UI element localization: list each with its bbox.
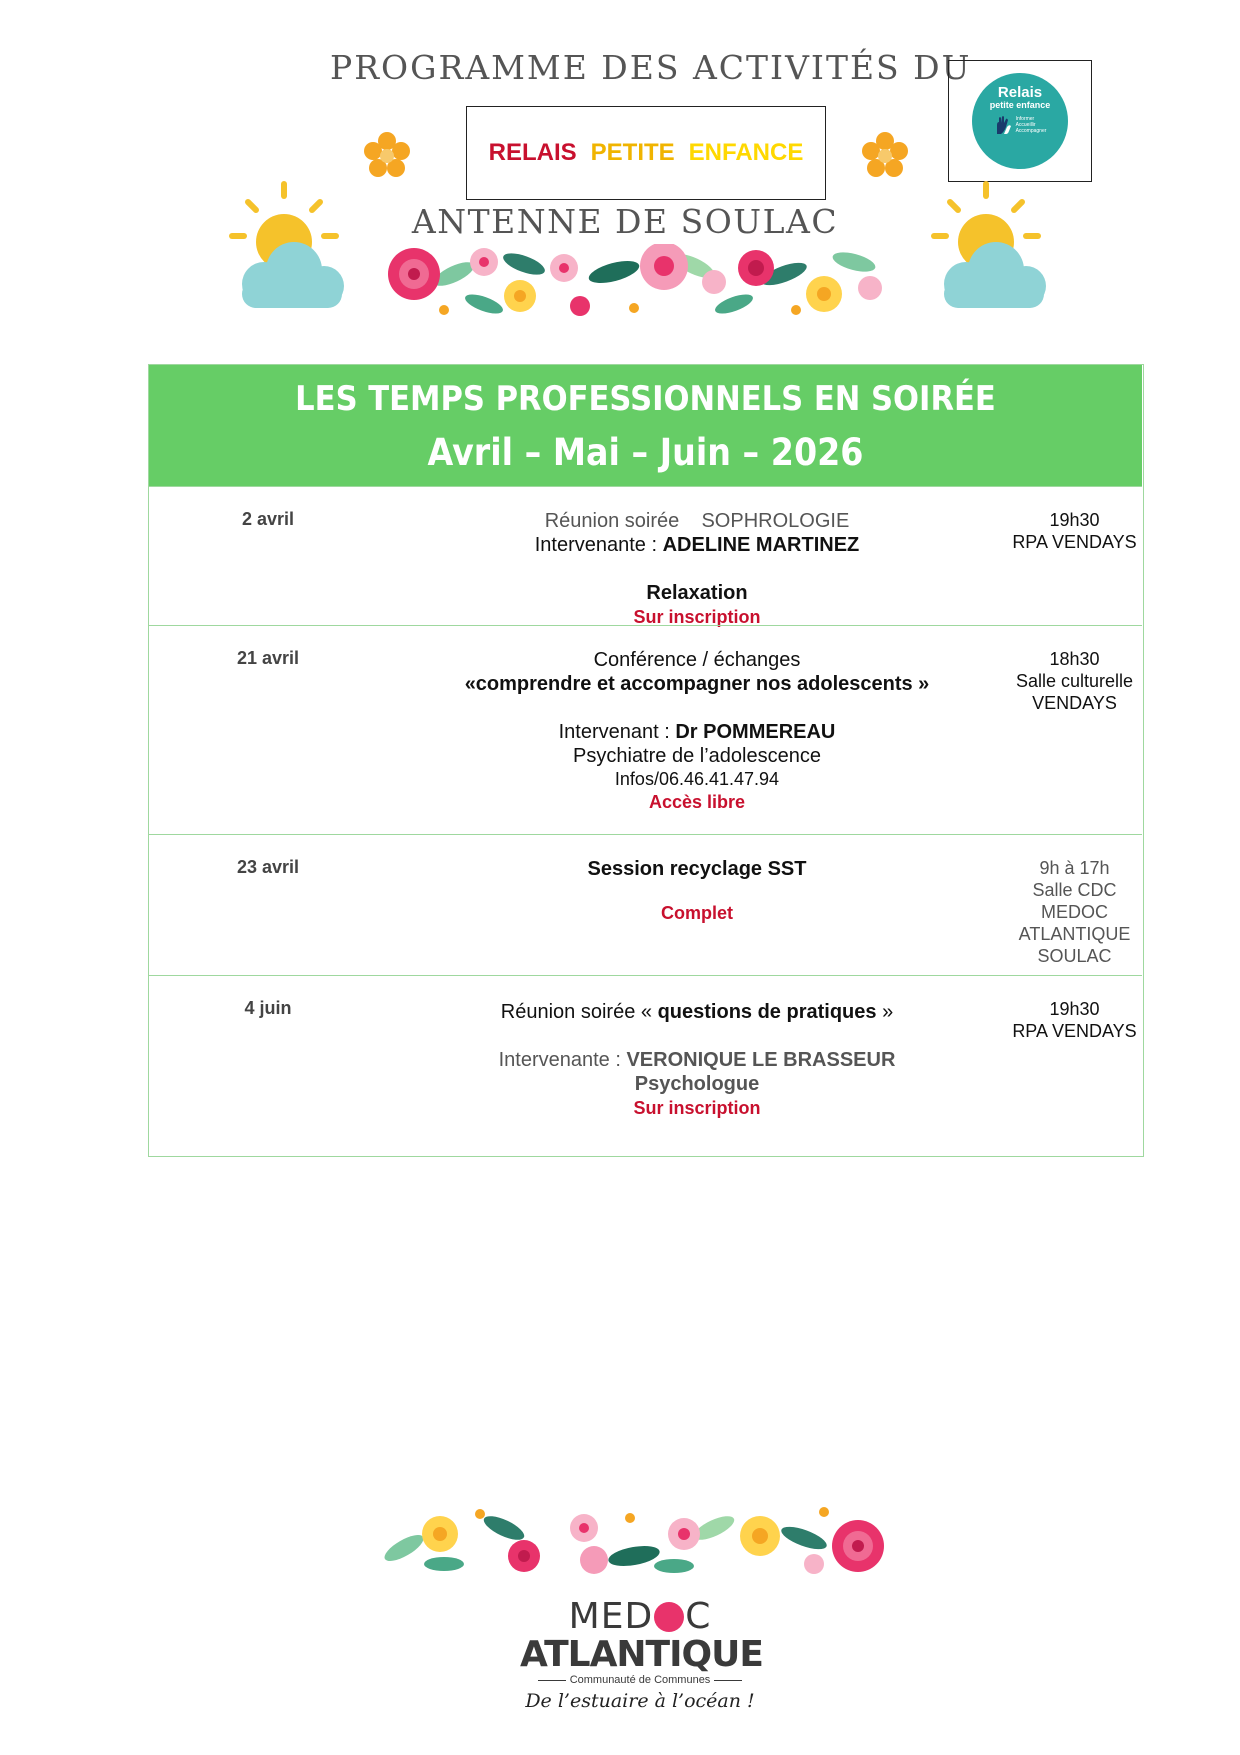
table-title-line1: LES TEMPS PROFESSIONNELS EN SOIRÉE [295,379,996,419]
row-place2: VENDAYS [1032,693,1117,713]
table-row [149,975,1142,1155]
orange-flower-right-icon [860,130,910,180]
row-line2: «comprendre et accompagner nos adolescents » [464,673,930,695]
floral-banner-bottom-icon [384,1498,892,1578]
pink-dot-icon [654,1602,684,1632]
row-place: RPA VENDAYS [1012,1021,1137,1041]
row-description [387,857,1007,925]
row-time-place [1007,648,1142,714]
row-place: RPA VENDAYS [1012,532,1137,552]
row-line1a: Réunion soirée « [500,1001,658,1023]
row-status: Sur inscription [633,607,761,627]
logo-medoc-a: MED [568,1596,654,1637]
orange-flower-left-icon [362,130,412,180]
row-time-place [1007,509,1142,553]
sun-cloud-left-icon [224,180,354,315]
row-place2: ATLANTIQUE [1018,924,1131,944]
row-date: 4 juin [244,998,292,1018]
logo-tag-accompagner: Accompagner [1015,128,1047,134]
row-line1b: SOPHROLOGIE [701,510,850,532]
row-time: 19h30 [1049,510,1100,530]
row-time-place [1007,998,1142,1042]
row-speaker: VERONIQUE LE BRASSEUR [626,1049,896,1071]
row-line2a: Intervenante : [534,534,663,556]
row-status: Sur inscription [633,1098,761,1118]
row-line5: Infos/06.46.41.47.94 [614,769,780,789]
header-line1: PROGRAMME DES ACTIVITÉS DU [330,48,972,87]
logo-medoc [520,1598,760,1636]
row-line1: Session recyclage SST [587,858,807,880]
row-line1: Conférence / échanges [593,649,801,671]
floral-banner-top-icon [384,244,892,322]
row-line3: Psychologue [634,1073,760,1095]
row-line1b: questions de pratiques [657,1001,877,1023]
hands-icon [994,115,1012,135]
row-description [387,509,1007,629]
row-time-place [1007,857,1142,967]
row-speaker: Dr POMMEREAU [675,721,836,743]
row-topic: Relaxation [646,582,748,604]
row-time: 18h30 [1049,649,1100,669]
row-date: 21 avril [236,648,300,668]
row-speaker: ADELINE MARTINEZ [662,534,860,556]
logo-medoc-b: C [685,1596,712,1637]
row-status: Accès libre [648,792,746,812]
row-place3: SOULAC [1037,946,1112,966]
logo-title: Relais [997,84,1043,101]
rpe-word-petite: PETITE [590,139,675,166]
logo-cdc [520,1674,760,1686]
row-line2a: Intervenante : [498,1049,627,1071]
row-line4: Psychiatre de l’adolescence [573,745,821,767]
row-line3a: Intervenant : [558,721,676,743]
logo-cdc-text: Communauté de Communes [569,1674,711,1686]
row-place1: Salle CDC MEDOC [1032,880,1117,922]
relais-logo [972,73,1068,169]
row-place1: Salle culturelle [1015,671,1134,691]
logo-tagline: De l’estuaire à l’océan ! [525,1690,755,1712]
row-description [387,648,1007,814]
header-line3: ANTENNE DE SOULAC [411,202,839,241]
row-status: Complet [661,903,733,923]
rpe-word-enfance: ENFANCE [688,139,804,166]
logo-atlantique: ATLANTIQUE [520,1634,763,1675]
relais-logo-box [948,60,1092,182]
row-line1a: Réunion soirée [544,510,680,532]
row-line1c: » [876,1001,894,1023]
logo-subtitle: petite enfance [989,100,1051,110]
rpe-word-relais: RELAIS [488,139,577,166]
row-time: 9h à 17h [1039,858,1110,878]
logo-tag-informer: Informer [1015,116,1035,122]
rpe-title-box [466,106,826,200]
table-title-line2: Avril – Mai – Juin – 2026 [427,431,864,474]
table-row [149,834,1142,975]
table-title-band [149,365,1142,486]
row-description [387,1000,1007,1120]
table-row [149,486,1142,625]
logo-tag-accueillir: Accueillir [1015,122,1036,128]
row-date: 2 avril [241,509,295,529]
table-row [149,625,1142,834]
row-date: 23 avril [236,857,300,877]
program-table [148,364,1144,1157]
medoc-atlantique-logo [520,1596,763,1712]
row-time: 19h30 [1049,999,1100,1019]
sun-cloud-right-icon [926,180,1056,315]
